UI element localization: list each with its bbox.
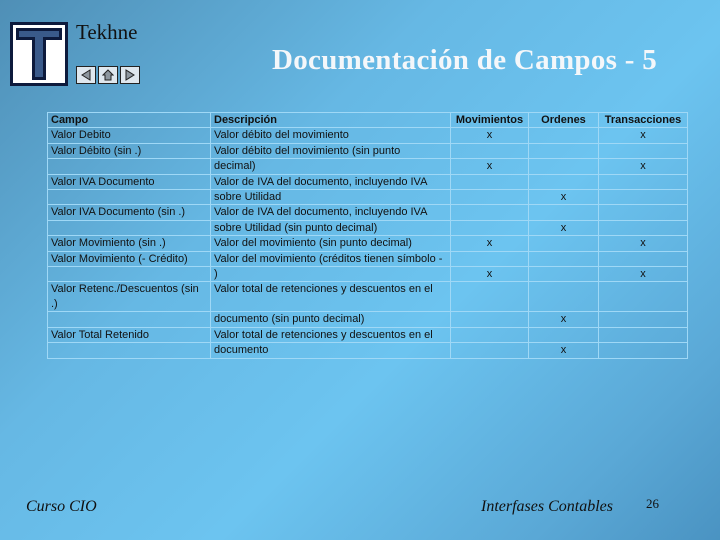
table-cell [451, 174, 529, 189]
table-cell: x [599, 267, 688, 282]
table-cell [599, 312, 688, 327]
table-cell: Valor Débito (sin .) [48, 143, 211, 158]
page-title: Documentación de Campos - 5 [272, 44, 658, 76]
table-cell [529, 143, 599, 158]
table-cell: Valor Movimiento (sin .) [48, 236, 211, 251]
table-cell: sobre Utilidad (sin punto decimal) [211, 220, 451, 235]
table-row [48, 190, 688, 205]
table-cell [48, 343, 211, 358]
table-cell [48, 267, 211, 282]
column-header: Ordenes [529, 113, 599, 128]
table-cell [529, 251, 599, 266]
table-cell: Valor total de retenciones y descuentos en el [211, 282, 451, 312]
column-header: Movimientos [451, 113, 529, 128]
table-cell: x [451, 267, 529, 282]
table-row [48, 282, 688, 312]
table-cell: x [529, 343, 599, 358]
table-cell: x [451, 236, 529, 251]
footer-course: Curso CIO [26, 498, 97, 515]
table-cell [599, 251, 688, 266]
table-cell: documento [211, 343, 451, 358]
table-row [48, 267, 688, 282]
table-cell [48, 159, 211, 174]
table-row [48, 205, 688, 220]
table-cell [451, 343, 529, 358]
table-cell: ) [211, 267, 451, 282]
prev-slide-button[interactable] [76, 66, 96, 84]
tekhne-logo-icon [10, 22, 68, 86]
triangle-right-icon [124, 69, 136, 81]
table-cell: x [599, 236, 688, 251]
table-cell [48, 220, 211, 235]
table-cell [48, 190, 211, 205]
table-row [48, 343, 688, 358]
table-cell [599, 174, 688, 189]
table-cell: Valor débito del movimiento (sin punto [211, 143, 451, 158]
table-cell [599, 220, 688, 235]
home-icon [102, 69, 114, 81]
table-cell [599, 327, 688, 342]
table-cell: sobre Utilidad [211, 190, 451, 205]
table-cell [599, 205, 688, 220]
table-cell: Valor Movimiento (- Crédito) [48, 251, 211, 266]
table-cell [529, 282, 599, 312]
column-header: Descripción [211, 113, 451, 128]
table-cell [451, 327, 529, 342]
table-cell [529, 174, 599, 189]
table-cell: x [529, 220, 599, 235]
table-cell [599, 282, 688, 312]
table-row [48, 312, 688, 327]
table-cell: x [451, 159, 529, 174]
table-cell: x [529, 190, 599, 205]
table-cell [48, 312, 211, 327]
table-cell [451, 190, 529, 205]
table-row [48, 128, 688, 143]
table-row [48, 220, 688, 235]
table-cell [599, 143, 688, 158]
page-number: 26 [646, 496, 659, 511]
table-cell: Valor Debito [48, 128, 211, 143]
table-row [48, 251, 688, 266]
table-cell [451, 282, 529, 312]
table-cell: Valor débito del movimiento [211, 128, 451, 143]
table-cell [529, 128, 599, 143]
table-cell [529, 327, 599, 342]
table-cell [529, 159, 599, 174]
slide-navigation [76, 66, 140, 84]
table-cell: Valor de IVA del documento, incluyendo IVA [211, 205, 451, 220]
column-header: Transacciones [599, 113, 688, 128]
table-cell [451, 143, 529, 158]
table-cell [529, 236, 599, 251]
table-cell: x [451, 128, 529, 143]
brand-name: Tekhne [76, 20, 138, 44]
table-cell: Valor de IVA del documento, incluyendo IVA [211, 174, 451, 189]
table-cell [451, 205, 529, 220]
table-cell [599, 190, 688, 205]
table-row [48, 327, 688, 342]
triangle-left-icon [80, 69, 92, 81]
table-row [48, 236, 688, 251]
table-row [48, 143, 688, 158]
table-cell: decimal) [211, 159, 451, 174]
table-cell [451, 220, 529, 235]
table-cell: x [599, 159, 688, 174]
table-cell: x [599, 128, 688, 143]
table-row [48, 174, 688, 189]
table-cell [451, 312, 529, 327]
next-slide-button[interactable] [120, 66, 140, 84]
table-cell: documento (sin punto decimal) [211, 312, 451, 327]
table-cell: Valor Total Retenido [48, 327, 211, 342]
table-header-row [48, 113, 688, 128]
footer-subject: Interfases Contables [481, 498, 613, 515]
home-slide-button[interactable] [98, 66, 118, 84]
table-cell: Valor del movimiento (sin punto decimal) [211, 236, 451, 251]
table-cell [451, 251, 529, 266]
table-cell: Valor del movimiento (créditos tienen símbolo - [211, 251, 451, 266]
table-cell [529, 205, 599, 220]
table-cell: Valor IVA Documento [48, 174, 211, 189]
table-row [48, 159, 688, 174]
table-cell [529, 267, 599, 282]
column-header: Campo [48, 113, 211, 128]
table-cell: Valor total de retenciones y descuentos en el [211, 327, 451, 342]
table-cell [599, 343, 688, 358]
table-cell: Valor Retenc./Descuentos (sin .) [48, 282, 211, 312]
fields-table [47, 112, 688, 359]
table-cell: x [529, 312, 599, 327]
table-cell: Valor IVA Documento (sin .) [48, 205, 211, 220]
